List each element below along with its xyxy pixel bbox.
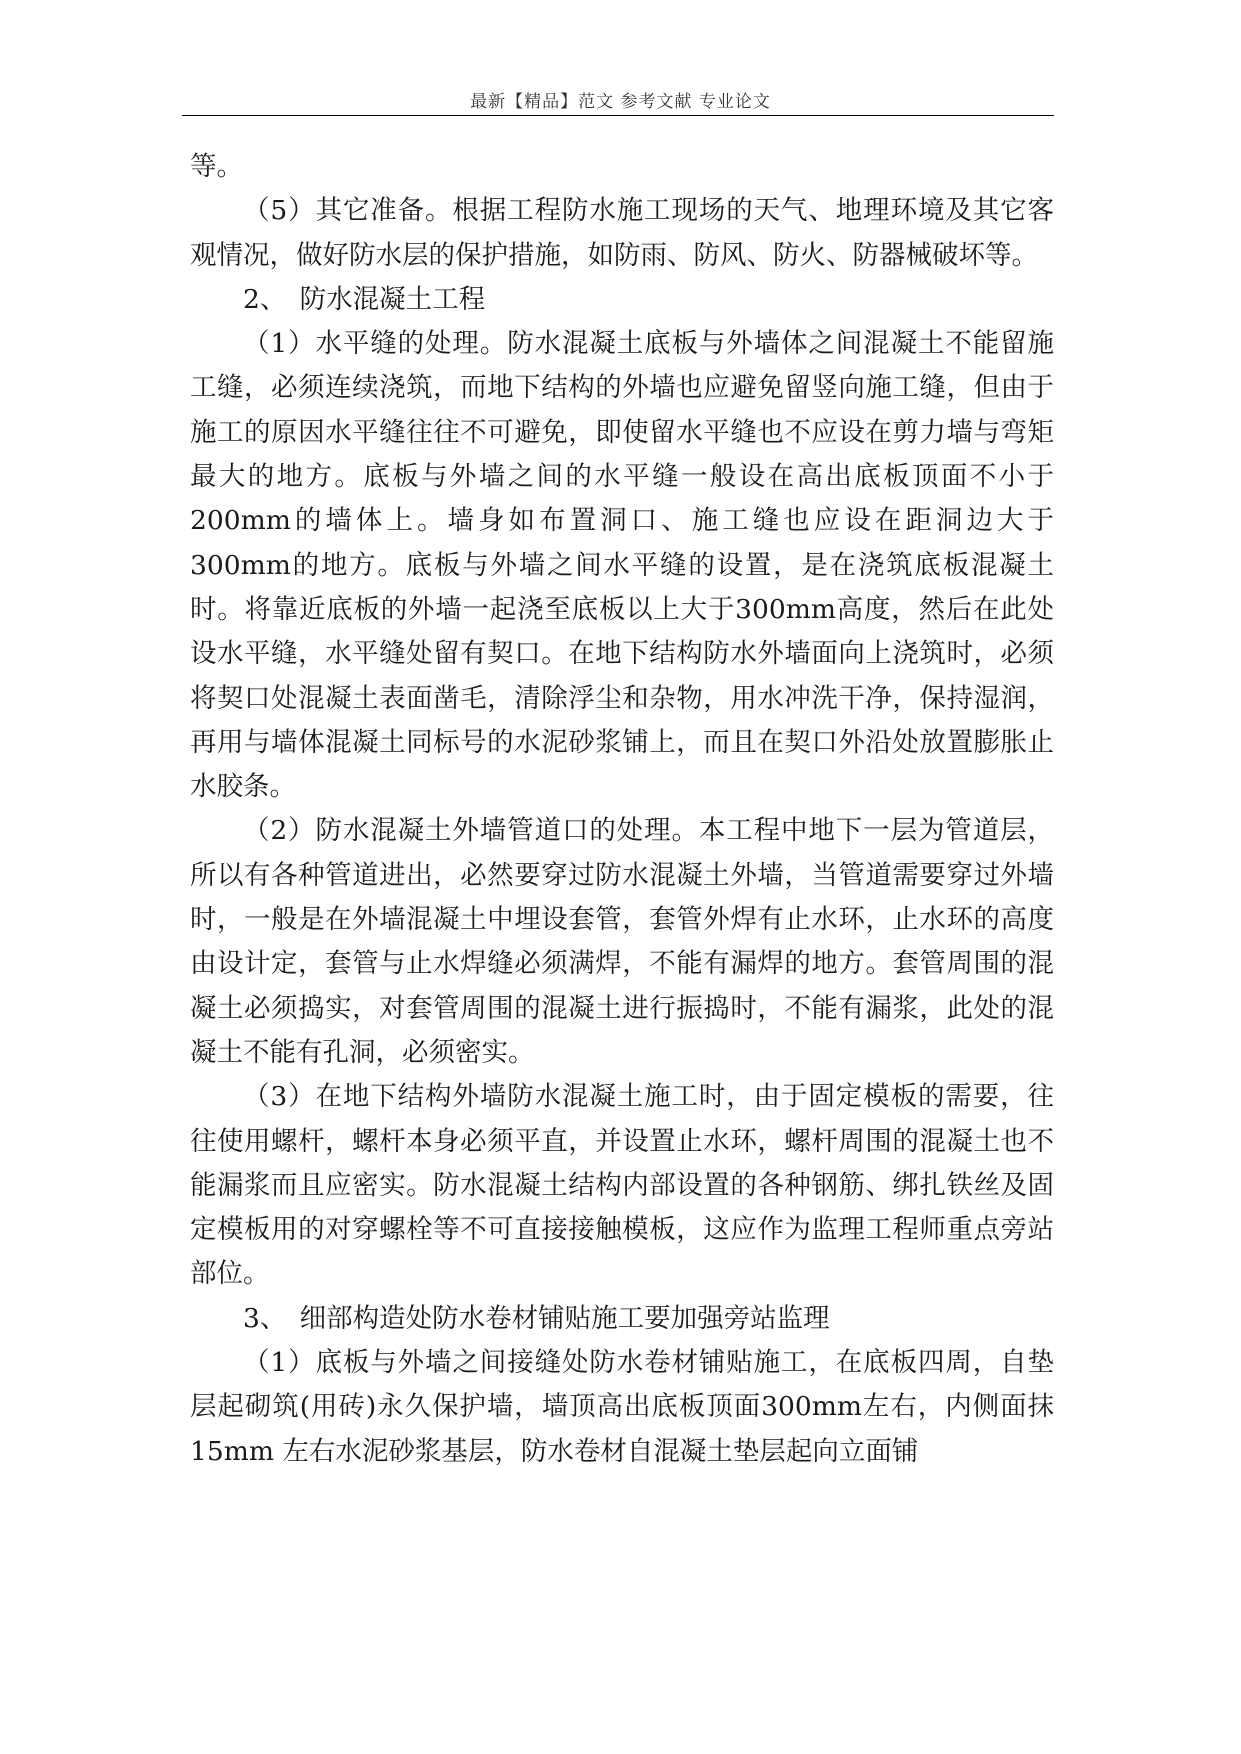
paragraph-membrane-joint: （1）底板与外墙之间接缝处防水卷材铺贴施工，在底板四周，自垫层起砌筑(用砖)永久保护墙，墙顶高出底板顶面300mm左右，内侧面抹15mm 左右水泥砂浆基层，防水卷材自混凝土垫层起向立面铺 <box>190 1347 1054 1467</box>
paragraph-continuation: 等。 <box>190 151 243 182</box>
paragraph-horizontal-joint: （1）水平缝的处理。防水混凝土底板与外墙体之间混凝土不能留施工缝，必须连续浇筑，而地下结构的外墙也应避免留竖向施工缝，但由于施工的原因水平缝往往不可避免，即使留水平缝也不应设在剪力墙与弯矩最大的地方。底板与外墙之间的水平缝一般设在高出底板顶面不小于200mm的墙体上。墙身如布置洞口、施工缝也应设在距洞边大于300mm的地方。底板与外墙之间水平缝的设置，是在浇筑底板混凝土时。将靠近底板的外墙一起浇至底板以上大于300mm高度，然后在此处设水平缝，水平缝处留有契口。在地下结构防水外墙面向上浇筑时，必须将契口处混凝土表面凿毛，清除浮尘和杂物，用水冲洗干净，保持湿润，再用与墙体混凝土同标号的水泥砂浆铺上，而且在契口外沿处放置膨胀止水胶条。 <box>190 328 1054 803</box>
page-header: 最新【精品】范文 参考文献 专业论文 <box>470 92 771 112</box>
header-divider <box>182 115 1054 116</box>
paragraph-pipe-opening: （2）防水混凝土外墙管道口的处理。本工程中地下一层为管道层，所以有各种管道进出，必然要穿过防水混凝土外墙，当管道需要穿过外墙时，一般是在外墙混凝土中埋设套管，套管外焊有止水环，止水环的高度由设计定，套管与止水焊缝必须满焊，不能有漏焊的地方。套管周围的混凝土必须捣实，对套管周围的混凝土进行振捣时，不能有漏浆，此处的混凝土不能有孔洞，必须密实。 <box>190 815 1054 1068</box>
paragraph-screw-rod: （3）在地下结构外墙防水混凝土施工时，由于固定模板的需要，往往使用螺杆，螺杆本身必须平直，并设置止水环，螺杆周围的混凝土也不能漏浆而且应密实。防水混凝土结构内部设置的各种钢筋、绑扎铁丝及固定模板用的对穿螺栓等不可直接接触模板，这应作为监理工程师重点旁站部位。 <box>190 1081 1054 1290</box>
document-body <box>190 145 1054 1474</box>
section-heading-membrane-detail: 3、 细部构造处防水卷材铺贴施工要加强旁站监理 <box>243 1302 830 1334</box>
paragraph-other-preparation: （5）其它准备。根据工程防水施工现场的天气、地理环境及其它客观情况，做好防水层的保护措施，如防雨、防风、防火、防器械破坏等。 <box>190 195 1054 271</box>
section-heading-waterproof-concrete: 2、 防水混凝土工程 <box>243 283 486 315</box>
